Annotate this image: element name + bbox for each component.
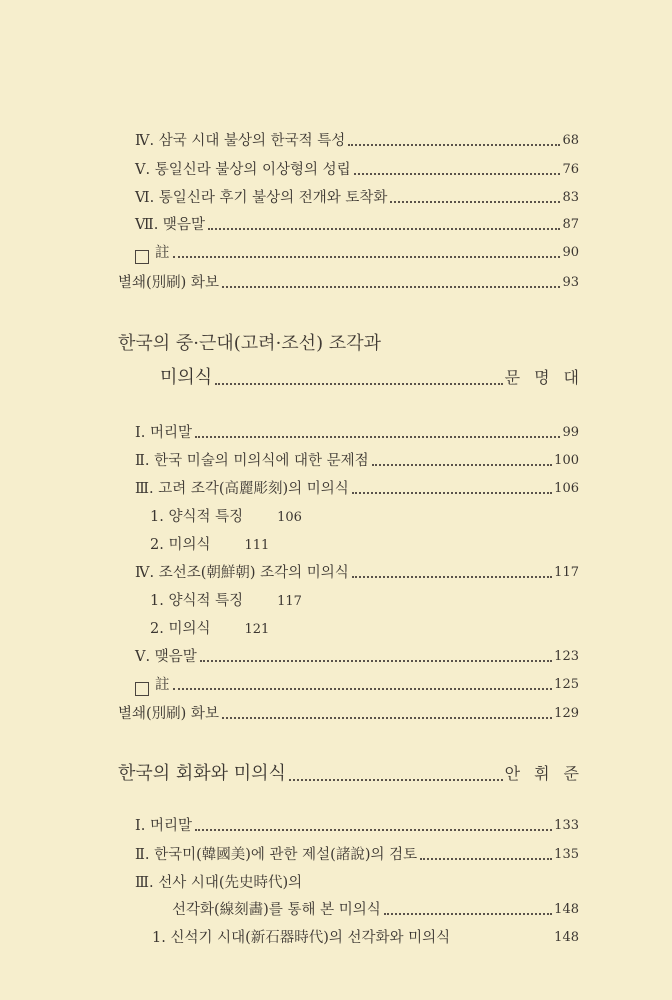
- leader-dots: [289, 779, 503, 781]
- entry-label: Ⅳ. 조선조(朝鮮朝) 조각의 미의식: [135, 565, 349, 581]
- section-title: 한국의 중·근대(고려·조선) 조각과: [118, 333, 381, 354]
- section-title-line2: [160, 365, 593, 391]
- leader-dots: [173, 256, 561, 258]
- section-title: 한국의 회화와 미의식: [118, 763, 286, 784]
- entry-label: 註: [155, 677, 170, 693]
- entry-label: 선각화(線刻畵)를 통해 본 미의식: [172, 902, 381, 918]
- entry-label: Ⅱ. 한국미(韓國美)에 관한 제설(諸說)의 검토: [135, 847, 418, 863]
- toc-entry[interactable]: [135, 187, 579, 209]
- page-number: 117: [277, 594, 302, 609]
- leader-dots: [390, 201, 560, 203]
- leader-dots: [348, 144, 560, 146]
- entry-label: Ⅱ. 한국 미술의 미의식에 대한 문제점: [135, 453, 369, 469]
- leader-dots: [420, 858, 552, 860]
- leader-dots: [200, 660, 552, 662]
- leader-dots: [352, 492, 552, 494]
- leader-dots: [208, 228, 561, 230]
- page-number: 123: [554, 649, 579, 664]
- toc-subentry[interactable]: [150, 534, 269, 556]
- page-number: 129: [554, 706, 579, 721]
- toc-entry[interactable]: [135, 478, 579, 500]
- toc-entry[interactable]: [135, 130, 579, 152]
- square-icon: [135, 250, 149, 264]
- toc-subentry[interactable]: [150, 590, 302, 612]
- entry-label: 註: [155, 245, 170, 261]
- page-number: 117: [554, 565, 579, 580]
- section-title-row: [118, 761, 593, 787]
- section-title-cont: 미의식: [160, 367, 213, 388]
- entry-label: Ⅳ. 삼국 시대 불상의 한국적 특성: [135, 133, 346, 149]
- page-number: 93: [562, 275, 579, 290]
- entry-label: Ⅵ. 통일신라 후기 불상의 전개와 토착화: [135, 190, 388, 206]
- toc-entry[interactable]: [135, 872, 579, 894]
- entry-label: Ⅴ. 맺음말: [135, 649, 197, 665]
- leader-dots: [173, 688, 553, 690]
- page-number: 87: [562, 217, 579, 232]
- square-icon: [135, 682, 149, 696]
- toc-entry[interactable]: [135, 562, 579, 584]
- toc-subentry[interactable]: [150, 618, 269, 640]
- toc-entry-cont[interactable]: [172, 899, 579, 921]
- entry-label: Ⅲ. 고려 조각(高麗彫刻)의 미의식: [135, 481, 349, 497]
- toc-entry[interactable]: [135, 646, 579, 668]
- entry-label: Ⅴ. 통일신라 불상의 이상형의 성립: [135, 162, 351, 178]
- entry-label: 1. 양식적 특징: [150, 593, 244, 609]
- leader-dots: [352, 576, 552, 578]
- page-number: 68: [562, 133, 579, 148]
- page-number: 148: [554, 930, 579, 945]
- page-number: 100: [554, 453, 579, 468]
- toc-entry[interactable]: [135, 422, 579, 444]
- page-number: 148: [554, 902, 579, 917]
- entry-label: Ⅲ. 선사 시대(先史時代)의: [135, 875, 303, 891]
- entry-label: 2. 미의식: [150, 621, 211, 637]
- toc-entry[interactable]: [135, 450, 579, 472]
- entry-label: 2. 미의식: [150, 537, 211, 553]
- page-number: 125: [554, 677, 579, 692]
- author-name: 안휘준: [504, 764, 593, 783]
- author-name: 문명대: [504, 368, 593, 387]
- page-number: 133: [554, 818, 579, 833]
- entry-label: 1. 양식적 특징: [150, 509, 244, 525]
- page-number: 99: [562, 425, 579, 440]
- entry-label: Ⅶ. 맺음말: [135, 217, 205, 233]
- leader-dots: [215, 383, 502, 385]
- toc-subentry[interactable]: [152, 927, 579, 949]
- entry-label: 별쇄(別刷) 화보: [118, 706, 219, 722]
- leader-dots: [195, 436, 560, 438]
- leader-dots: [195, 829, 552, 831]
- entry-label: 별쇄(別刷) 화보: [118, 275, 219, 291]
- toc-entry[interactable]: [118, 272, 579, 294]
- page-number: 135: [554, 847, 579, 862]
- toc-entry[interactable]: [135, 214, 579, 236]
- leader-dots: [384, 913, 552, 915]
- page-number: 111: [244, 538, 270, 553]
- leader-dots: [222, 717, 552, 719]
- toc-entry[interactable]: [135, 674, 579, 696]
- page-number: 90: [562, 245, 579, 260]
- toc-subentry[interactable]: [150, 506, 302, 528]
- entry-label: 1. 신석기 시대(新石器時代)의 선각화와 미의식: [152, 930, 451, 946]
- toc-entry[interactable]: [135, 844, 579, 866]
- toc-entry[interactable]: [118, 703, 579, 725]
- page-number: 106: [554, 481, 579, 496]
- entry-label: Ⅰ. 머리말: [135, 818, 192, 834]
- page-number: 76: [562, 162, 579, 177]
- toc-entry[interactable]: [135, 159, 579, 181]
- leader-dots: [222, 286, 561, 288]
- toc-entry[interactable]: [135, 815, 579, 837]
- leader-dots: [354, 173, 561, 175]
- page-number: 121: [244, 622, 270, 637]
- page-number: 83: [562, 190, 579, 205]
- page-number: 106: [277, 510, 302, 525]
- entry-label: Ⅰ. 머리말: [135, 425, 192, 441]
- leader-dots: [372, 464, 553, 466]
- toc-entry[interactable]: [135, 242, 579, 264]
